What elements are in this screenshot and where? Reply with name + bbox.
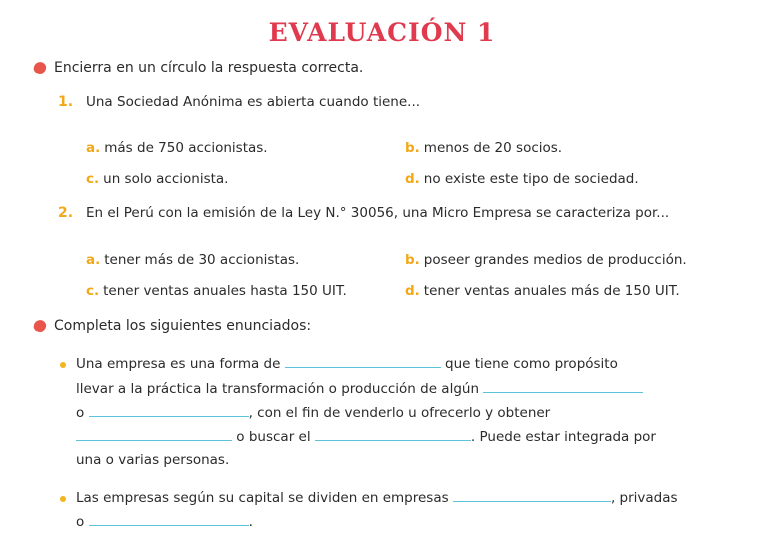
statement-2-line-1: Las empresas según su capital se dividen en empresas , privadas (76, 490, 678, 506)
instruction-2 (34, 318, 311, 334)
instruction-1 (34, 60, 363, 76)
option-2b[interactable] (405, 252, 687, 268)
option-text: más de 750 accionistas. (104, 140, 268, 156)
option-1c[interactable] (86, 171, 228, 187)
statement-1-line-5: una o varias personas. (76, 452, 230, 468)
blank-input[interactable] (89, 404, 249, 417)
option-1a[interactable] (86, 140, 268, 156)
option-text: tener ventas anuales hasta 150 UIT. (103, 283, 347, 299)
option-2d[interactable] (405, 283, 680, 299)
question-1-text: Una Sociedad Anónima es abierta cuando tiene... (86, 94, 421, 110)
instruction-1-text: Encierra en un círculo la respuesta correcta. (54, 60, 364, 76)
bullet-dot-icon (60, 496, 66, 502)
option-letter: d. (405, 283, 420, 299)
option-2c[interactable] (86, 283, 347, 299)
option-text: no existe este tipo de sociedad. (423, 171, 639, 187)
page-title: EVALUACIÓN 1 (268, 18, 496, 47)
blank-input[interactable] (315, 428, 471, 441)
statement-2-line-2: o . (76, 514, 253, 530)
option-1b[interactable] (405, 140, 562, 156)
option-text: tener ventas anuales más de 150 UIT. (423, 283, 680, 299)
question-1 (58, 94, 420, 110)
option-1d[interactable] (405, 171, 639, 187)
statement-1-line-1: Una empresa es una forma de que tiene como propósito (76, 356, 618, 372)
blank-input[interactable] (76, 428, 232, 441)
blank-input[interactable] (89, 513, 249, 526)
instruction-2-text: Completa los siguientes enunciados: (54, 318, 312, 334)
bullet-icon (32, 60, 47, 75)
blank-input[interactable] (483, 380, 643, 393)
option-letter: c. (86, 171, 100, 187)
option-2a[interactable] (86, 252, 299, 268)
question-2-number: 2. (58, 205, 74, 221)
option-letter: c. (86, 283, 100, 299)
option-letter: d. (405, 171, 420, 187)
option-text: tener más de 30 accionistas. (104, 252, 300, 268)
statement-1-line-3: o , con el fin de venderlo u ofrecerlo y obtener (76, 405, 551, 421)
question-1-number: 1. (58, 94, 74, 110)
blank-input[interactable] (285, 355, 441, 368)
option-letter: a. (86, 252, 101, 268)
option-letter: a. (86, 140, 101, 156)
option-letter: b. (405, 252, 420, 268)
statement-1-line-4: o buscar el . Puede estar integrada por (76, 428, 656, 445)
option-letter: b. (405, 140, 420, 156)
question-2-text: En el Perú con la emisión de la Ley N.° 30056, una Micro Empresa se caracteriza por... (86, 205, 670, 221)
bullet-dot-icon (60, 362, 66, 368)
question-2 (58, 205, 669, 221)
option-text: menos de 20 socios. (423, 140, 563, 156)
blank-input[interactable] (453, 489, 611, 502)
statement-1-line-2: llevar a la práctica la transformación o producción de algún (76, 380, 643, 397)
option-text: un solo accionista. (103, 171, 229, 187)
option-text: poseer grandes medios de producción. (423, 252, 687, 268)
bullet-icon (32, 318, 47, 333)
